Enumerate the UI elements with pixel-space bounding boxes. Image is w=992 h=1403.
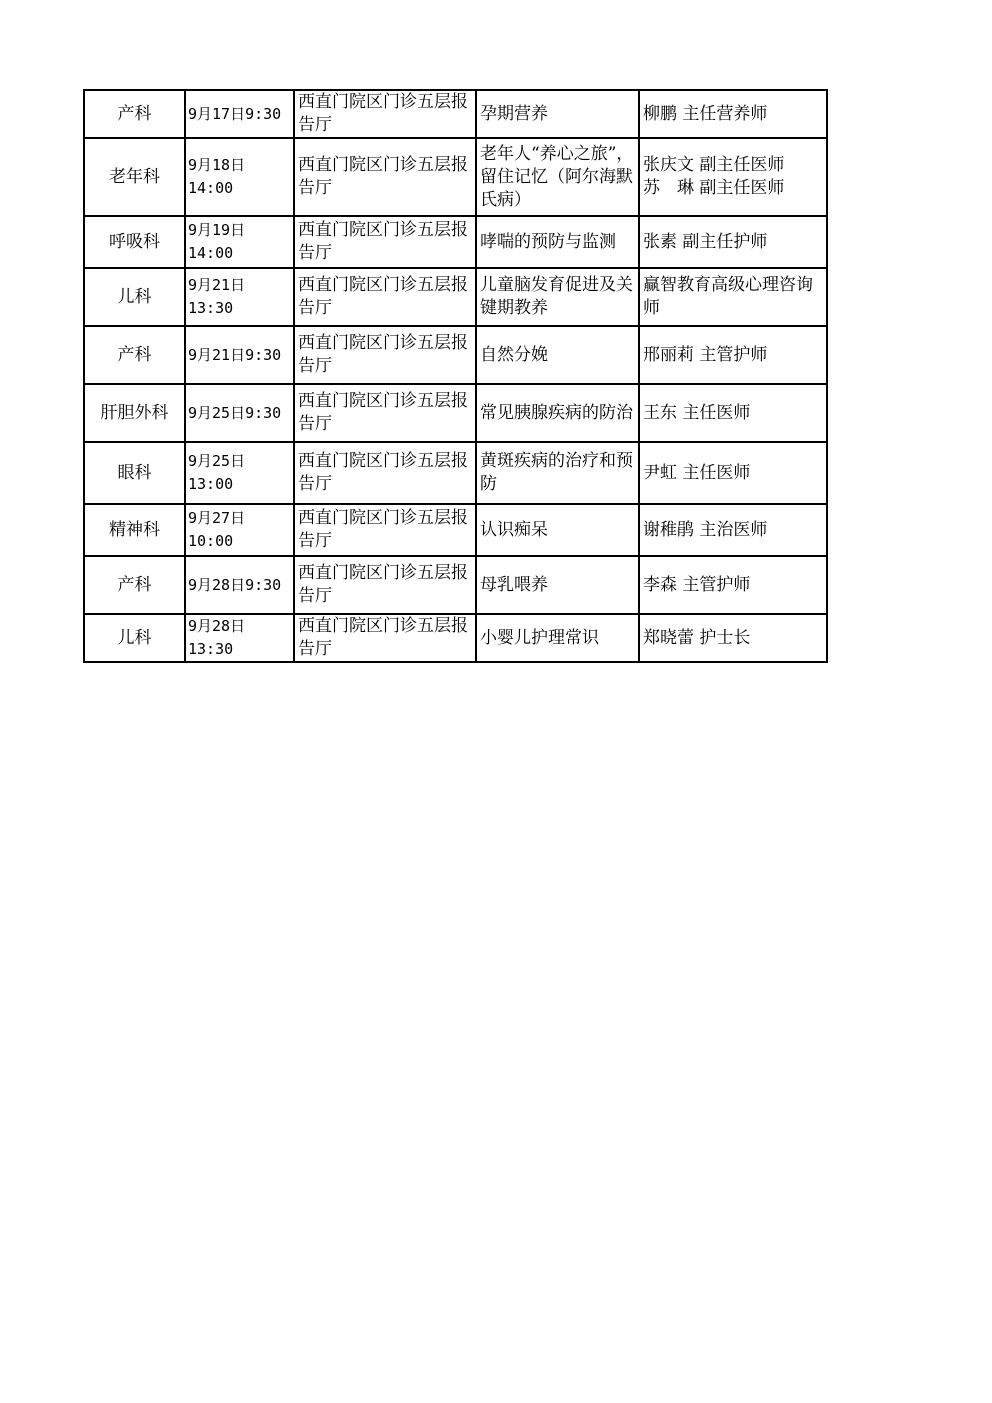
department-cell: 产科: [84, 326, 185, 384]
speaker-cell: 谢稚鹃 主治医师: [639, 504, 827, 556]
department-cell: 儿科: [84, 614, 185, 662]
location-cell: 西直门院区门诊五层报告厅: [294, 384, 476, 442]
location-cell: 西直门院区门诊五层报告厅: [294, 138, 476, 216]
speaker-cell: 王东 主任医师: [639, 384, 827, 442]
speaker-cell: 邢丽莉 主管护师: [639, 326, 827, 384]
location-cell: 西直门院区门诊五层报告厅: [294, 326, 476, 384]
speaker-cell: 李森 主管护师: [639, 556, 827, 614]
topic-cell: 常见胰腺疾病的防治: [476, 384, 639, 442]
location-cell: 西直门院区门诊五层报告厅: [294, 268, 476, 326]
department-cell: 呼吸科: [84, 216, 185, 268]
table-row: [84, 216, 827, 268]
department-cell: 儿科: [84, 268, 185, 326]
speaker-cell: 柳鹏 主任营养师: [639, 90, 827, 138]
table-row: [84, 268, 827, 326]
table-row: [84, 90, 827, 138]
table-row: [84, 138, 827, 216]
topic-cell: 认识痴呆: [476, 504, 639, 556]
speaker-cell: 张庆文 副主任医师 苏 琳 副主任医师: [639, 138, 827, 216]
topic-cell: 黄斑疾病的治疗和预防: [476, 442, 639, 504]
department-cell: 肝胆外科: [84, 384, 185, 442]
department-cell: 眼科: [84, 442, 185, 504]
schedule-body: [84, 90, 827, 662]
location-cell: 西直门院区门诊五层报告厅: [294, 556, 476, 614]
topic-cell: 母乳喂养: [476, 556, 639, 614]
department-cell: 产科: [84, 556, 185, 614]
time-cell: 9月21日9:30: [185, 326, 294, 384]
location-cell: 西直门院区门诊五层报告厅: [294, 442, 476, 504]
department-cell: 老年科: [84, 138, 185, 216]
department-cell: 精神科: [84, 504, 185, 556]
speaker-cell: 尹虹 主任医师: [639, 442, 827, 504]
department-cell: 产科: [84, 90, 185, 138]
time-cell: 9月21日 13:30: [185, 268, 294, 326]
topic-cell: 自然分娩: [476, 326, 639, 384]
time-cell: 9月28日 13:30: [185, 614, 294, 662]
time-cell: 9月19日 14:00: [185, 216, 294, 268]
speaker-cell: 郑晓蕾 护士长: [639, 614, 827, 662]
table-row: [84, 384, 827, 442]
table-row: [84, 442, 827, 504]
table-row: [84, 614, 827, 662]
speaker-cell: 赢智教育高级心理咨询师: [639, 268, 827, 326]
time-cell: 9月18日 14:00: [185, 138, 294, 216]
table-row: [84, 326, 827, 384]
location-cell: 西直门院区门诊五层报告厅: [294, 216, 476, 268]
lecture-schedule-table: [83, 89, 828, 663]
topic-cell: 孕期营养: [476, 90, 639, 138]
topic-cell: 儿童脑发育促进及关键期教养: [476, 268, 639, 326]
speaker-cell: 张素 副主任护师: [639, 216, 827, 268]
topic-cell: 老年人“养心之旅”，留住记忆（阿尔海默氏病）: [476, 138, 639, 216]
time-cell: 9月28日9:30: [185, 556, 294, 614]
topic-cell: 小婴儿护理常识: [476, 614, 639, 662]
topic-cell: 哮喘的预防与监测: [476, 216, 639, 268]
table-row: [84, 504, 827, 556]
location-cell: 西直门院区门诊五层报告厅: [294, 614, 476, 662]
table-row: [84, 556, 827, 614]
time-cell: 9月17日9:30: [185, 90, 294, 138]
location-cell: 西直门院区门诊五层报告厅: [294, 90, 476, 138]
time-cell: 9月25日 13:00: [185, 442, 294, 504]
location-cell: 西直门院区门诊五层报告厅: [294, 504, 476, 556]
time-cell: 9月27日 10:00: [185, 504, 294, 556]
time-cell: 9月25日9:30: [185, 384, 294, 442]
